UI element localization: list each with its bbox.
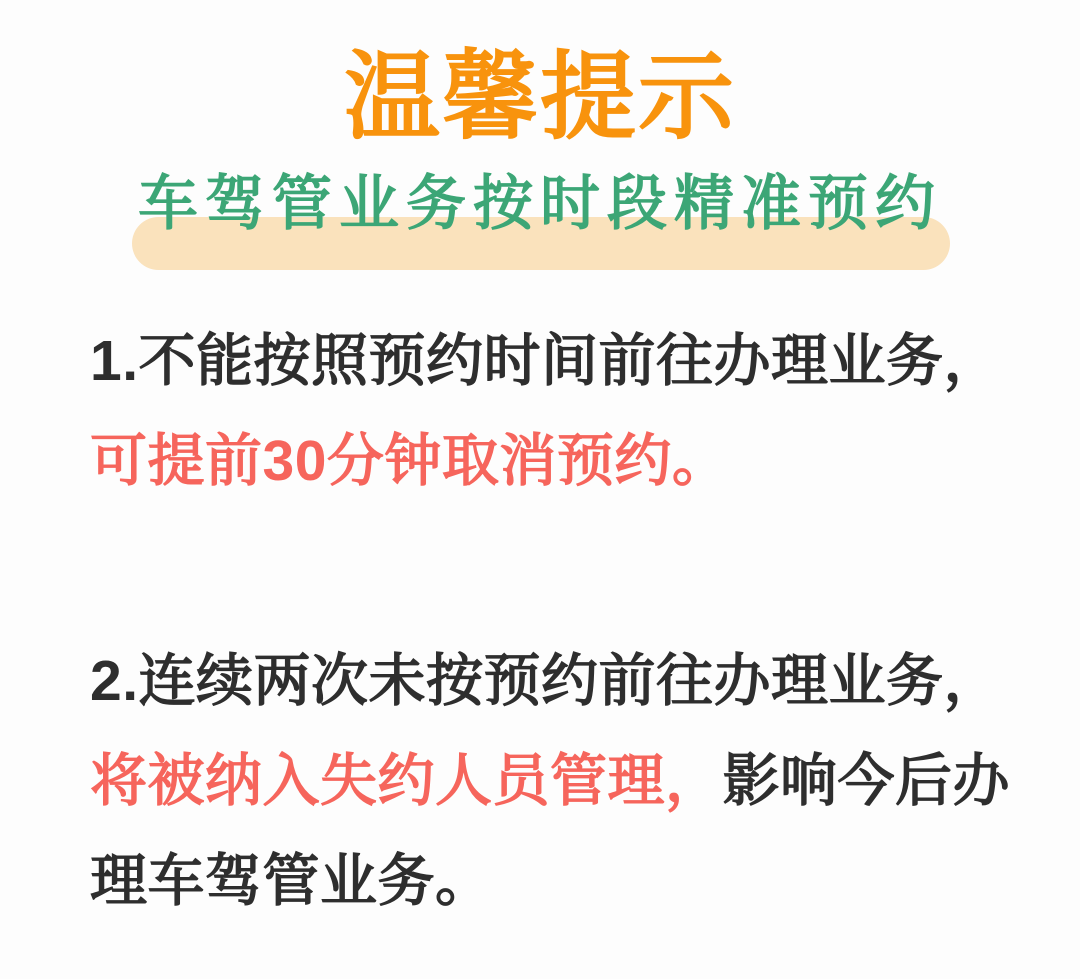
poster-subtitle (138, 169, 942, 239)
tip-1-text-emphasis: 可提前30分钟取消预约。 (90, 429, 730, 494)
tip-1-text-normal: 1.不能按照预约时间前往办理业务， (90, 329, 1002, 394)
tip-2-text-normal-tail: 影响今后办理车驾管业务。 (90, 749, 1010, 914)
subtitle-text: 车驾管业务按时段精准预约 (138, 170, 942, 238)
tip-2-text-emphasis: 将被纳入失约人员管理， (90, 749, 723, 814)
tip-2-text-normal-lead: 2.连续两次未按预约前往办理业务， (90, 649, 1002, 714)
poster-title: 温馨提示 (344, 44, 736, 151)
tip-item-2 (90, 631, 1032, 931)
tip-item-1 (90, 311, 1032, 511)
tips-list (90, 311, 1032, 931)
